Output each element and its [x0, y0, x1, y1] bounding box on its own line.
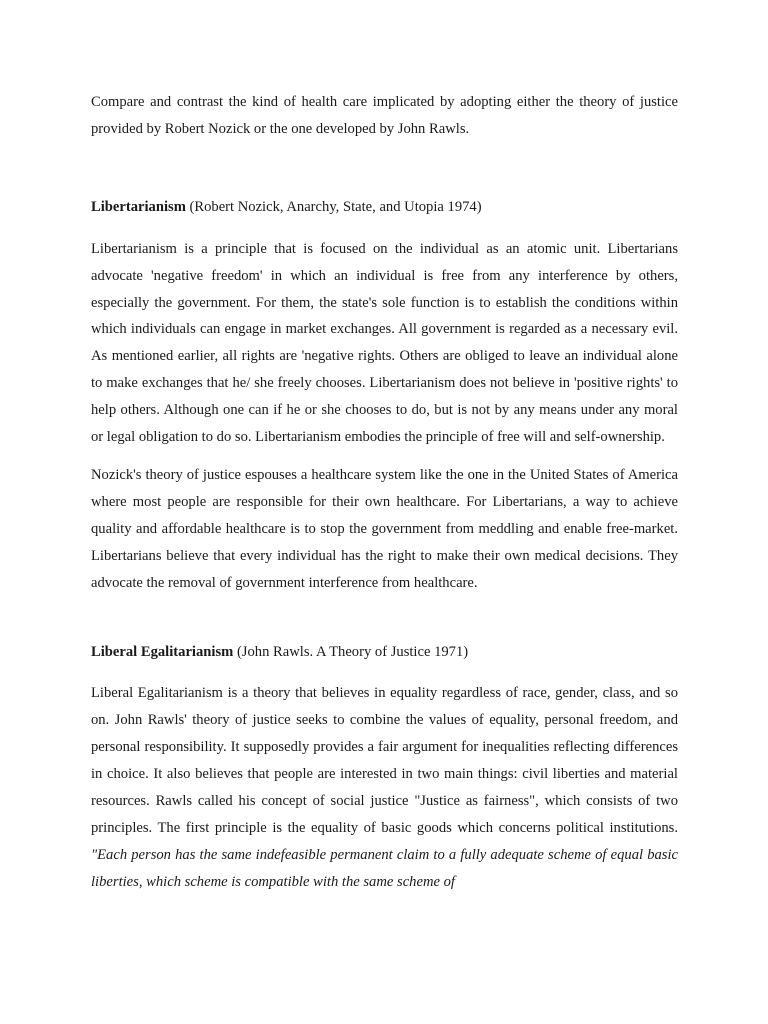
essay-prompt: Compare and contrast the kind of health care implicated by adopting either the theory of justice provided by Robert Nozick or the one developed by John Rawls.	[91, 94, 678, 137]
paragraph-libertarianism-definition: Libertarianism is a principle that is focused on the individual as an atomic unit. Libertarians advocate 'negative freedom' in which an individual is free from any interference by others, especially the government. For them, the state's sole function is to establish the conditions within which individuals can engage in market exchanges. All government is regarded as a necessary evil. As mentioned earlier, all rights are 'negative rights. Others are obliged to leave an individual alone to make exchanges that he/ she freely chooses. Libertarianism does not believe in 'positive rights' to help others. Although one can if he or she chooses to do, but is not by any means under any moral or legal obligation to do so. Libertarianism embodies the principle of free will and self-ownership.	[91, 240, 678, 446]
paragraph-liberal-egalitarianism	[91, 680, 678, 895]
heading-bold-text: Libertarianism	[91, 198, 186, 215]
section-heading-libertarianism	[91, 194, 678, 221]
heading-citation: (Robert Nozick, Anarchy, State, and Utopia 1974)	[185, 198, 482, 215]
heading-citation: (John Rawls. A Theory of Justice 1971)	[233, 643, 469, 660]
section-heading-liberal-egalitarianism	[91, 639, 678, 666]
rawls-quote: "Each person has the same indefeasible permanent claim to a fully adequate scheme of equal basic liberties, which scheme is compatible with the same scheme of	[91, 846, 678, 890]
heading-bold-text: Liberal Egalitarianism	[91, 643, 234, 660]
paragraph-text: Liberal Egalitarianism is a theory that believes in equality regardless of race, gender, class, and so on. John Rawls' theory of justice seeks to combine the values of equality, personal freedom, and personal responsibility. It supposedly provides a fair argument for inequalities reflecting differences in choice. It also believes that people are interested in two main things: civil liberties and material resources. Rawls called his concept of social justice "Justice as fairness", which consists of two principles. The first principle is the equality of basic goods which concerns political institutions.	[91, 685, 678, 836]
paragraph-nozick-healthcare: Nozick's theory of justice espouses a healthcare system like the one in the United States of America where most people are responsible for their own healthcare. For Libertarians, a way to achieve quality and affordable healthcare is to stop the government from meddling and enable free-market. Libertarians believe that every individual has the right to make their own medical decisions. They advocate the removal of government interference from healthcare.	[91, 466, 678, 591]
